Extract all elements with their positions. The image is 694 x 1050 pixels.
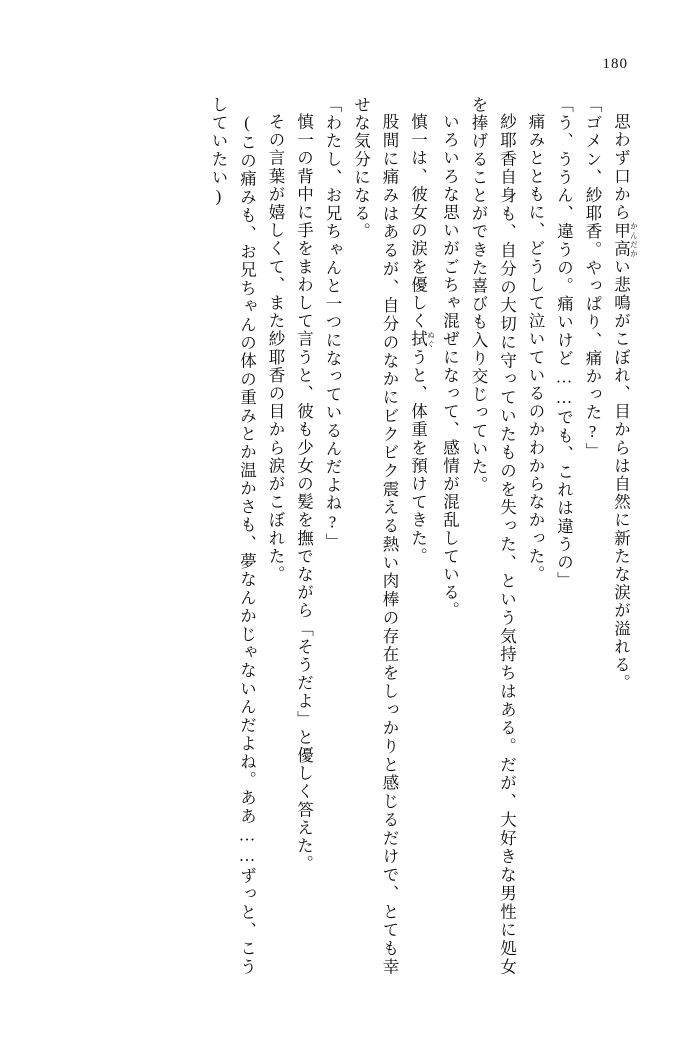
paragraph: 紗耶香自身も、自分の大切に守っていたものを失った、という気持ちはある。だが、大好きな男性に処女を捧げることができた喜びも入り交じっていた。 (469, 96, 517, 976)
ruby-kandaka: 甲高 かんだか (611, 221, 639, 258)
ruby-reading: かんだか (629, 221, 639, 258)
paragraph: (この痛みも、お兄ちゃんの体の重みとか温かさも、夢なんかじゃないんだよね。ああ……ずっと、こうしていたい) (209, 96, 257, 976)
paragraph: 「わたし、お兄ちゃんと一つになっているんだよね?」 (323, 96, 342, 551)
paragraph: 「う、ううん、違うの。痛いけど……でも、これは違うの」 (554, 96, 574, 590)
paragraph: 痛みとともに、どうして泣いているのかわからなかった。 (526, 113, 545, 584)
ruby-reading: ぬぐ (426, 330, 436, 349)
paragraph: 慎一の背中に手をまわして言うと、彼も少女の髪を撫でながら「そうだよ」と優しく答えた。 (294, 113, 314, 874)
paragraph: 股間に痛みはあるが、自分のなかにビクビク震える熱い肉棒の存在をしっかりと感じるだけで、とても幸せな気分になる。 (351, 96, 399, 976)
paragraph: その言葉が嬉しくて、また紗耶香の目から涙がこぼれた。 (266, 113, 285, 584)
paragraph-text-part: い悲鳴がこぼれ、目からは自然に新たな涙が溢れる。 (611, 257, 631, 693)
ruby-nugu: 拭 ぬぐ (408, 330, 436, 349)
paragraph (403, 96, 435, 976)
page-text-body (56, 96, 638, 976)
paragraph: 「ゴメン、紗耶香。やっぱり、痛かった?」 (583, 96, 602, 461)
paragraph: いろいろな思いがごちゃ混ぜになって、感情が混乱している。 (440, 113, 460, 620)
paragraph (606, 96, 638, 976)
page-number: 180 (602, 56, 628, 72)
paragraph-text-part: うと、体重を預けてきた。 (408, 348, 428, 566)
paragraph-text-part: 思わず口から (611, 113, 631, 222)
paragraph-text-part: 慎一は、彼女の涙を優しく (408, 113, 428, 331)
